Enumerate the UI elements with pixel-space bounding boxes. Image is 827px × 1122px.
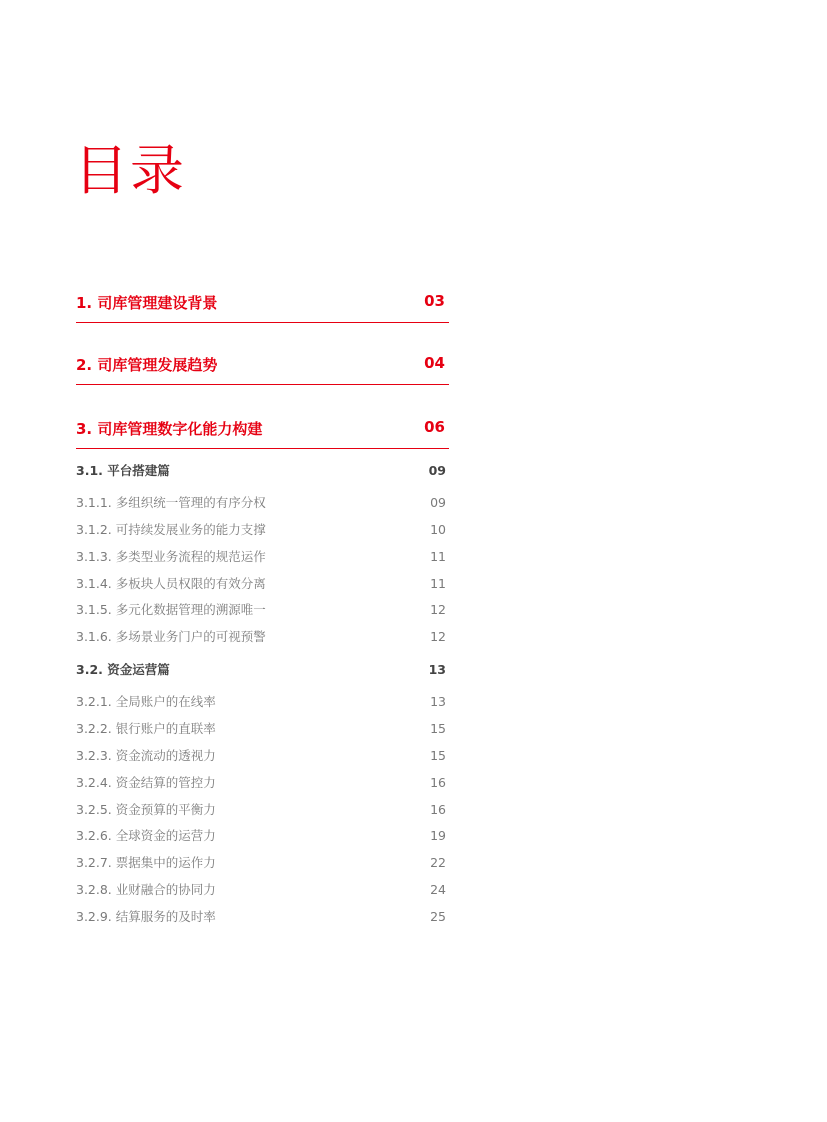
toc-entry-3-1[interactable] xyxy=(76,461,446,481)
toc-entry-3-2-6[interactable] xyxy=(76,826,446,846)
toc-entry-3-2-5[interactable] xyxy=(76,800,446,820)
toc-entry-label: 3.1.5. 多元化数据管理的溯源唯一 xyxy=(76,602,266,617)
toc-entry-label: 3.2. 资金运营篇 xyxy=(76,662,170,677)
toc-entry-page: 25 xyxy=(430,909,446,924)
toc-entry-page: 04 xyxy=(424,354,445,372)
toc-entry-page: 06 xyxy=(424,418,445,436)
toc-entry-page: 03 xyxy=(424,292,445,310)
toc-entry-3-2-4[interactable] xyxy=(76,773,446,793)
toc-entry-3-2[interactable] xyxy=(76,660,446,680)
toc-entry-page: 24 xyxy=(430,882,446,897)
toc-entry-section-1[interactable] xyxy=(76,282,449,323)
toc-entry-label: 1. 司库管理建设背景 xyxy=(76,294,218,312)
toc-entry-page: 11 xyxy=(430,549,446,564)
toc-entry-label: 3.2.7. 票据集中的运作力 xyxy=(76,855,216,870)
toc-entry-label: 3.1.3. 多类型业务流程的规范运作 xyxy=(76,549,266,564)
toc-entry-page: 22 xyxy=(430,855,446,870)
toc-entry-3-2-2[interactable] xyxy=(76,719,446,739)
toc-entry-label: 3.2.4. 资金结算的管控力 xyxy=(76,775,216,790)
toc-entry-page: 11 xyxy=(430,576,446,591)
toc-entry-3-2-7[interactable] xyxy=(76,853,446,873)
toc-entry-label: 3. 司库管理数字化能力构建 xyxy=(76,420,263,438)
toc-entry-3-2-8[interactable] xyxy=(76,880,446,900)
toc-entry-3-1-3[interactable] xyxy=(76,547,446,567)
toc-entry-3-1-6[interactable] xyxy=(76,627,446,647)
toc-entry-label: 3.1.1. 多组织统一管理的有序分权 xyxy=(76,495,266,510)
toc-entry-label: 3.2.5. 资金预算的平衡力 xyxy=(76,802,216,817)
toc-entry-page: 15 xyxy=(430,721,446,736)
toc-entry-page: 16 xyxy=(430,802,446,817)
toc-entry-label: 3.1.2. 可持续发展业务的能力支撑 xyxy=(76,522,266,537)
toc-entry-page: 10 xyxy=(430,522,446,537)
toc-entry-3-1-2[interactable] xyxy=(76,520,446,540)
toc-entry-section-2[interactable] xyxy=(76,344,449,385)
toc-entry-label: 3.2.2. 银行账户的直联率 xyxy=(76,721,216,736)
toc-entry-label: 3.2.6. 全球资金的运营力 xyxy=(76,828,216,843)
toc-entry-3-1-4[interactable] xyxy=(76,574,446,594)
page-title: 目录 xyxy=(74,139,186,202)
toc-entry-label: 3.2.9. 结算服务的及时率 xyxy=(76,909,216,924)
toc-entry-page: 19 xyxy=(430,828,446,843)
toc-entry-3-1-1[interactable] xyxy=(76,493,446,513)
toc-entry-label: 3.2.8. 业财融合的协同力 xyxy=(76,882,216,897)
toc-entry-page: 15 xyxy=(430,748,446,763)
toc-entry-section-3[interactable] xyxy=(76,408,449,449)
toc-entry-3-2-3[interactable] xyxy=(76,746,446,766)
toc-entry-label: 3.1. 平台搭建篇 xyxy=(76,463,170,478)
toc-entry-3-2-9[interactable] xyxy=(76,907,446,927)
toc-entry-page: 09 xyxy=(428,463,446,478)
toc-entry-3-2-1[interactable] xyxy=(76,692,446,712)
toc-entry-page: 12 xyxy=(430,602,446,617)
toc-entry-label: 3.1.6. 多场景业务门户的可视预警 xyxy=(76,629,266,644)
toc-entry-page: 13 xyxy=(428,662,446,677)
toc-entry-label: 3.2.1. 全局账户的在线率 xyxy=(76,694,216,709)
toc-entry-3-1-5[interactable] xyxy=(76,600,446,620)
toc-entry-page: 13 xyxy=(430,694,446,709)
toc-entry-page: 16 xyxy=(430,775,446,790)
toc-entry-label: 2. 司库管理发展趋势 xyxy=(76,356,218,374)
toc-entry-page: 09 xyxy=(430,495,446,510)
toc-entry-page: 12 xyxy=(430,629,446,644)
toc-entry-label: 3.1.4. 多板块人员权限的有效分离 xyxy=(76,576,266,591)
toc-entry-label: 3.2.3. 资金流动的透视力 xyxy=(76,748,216,763)
